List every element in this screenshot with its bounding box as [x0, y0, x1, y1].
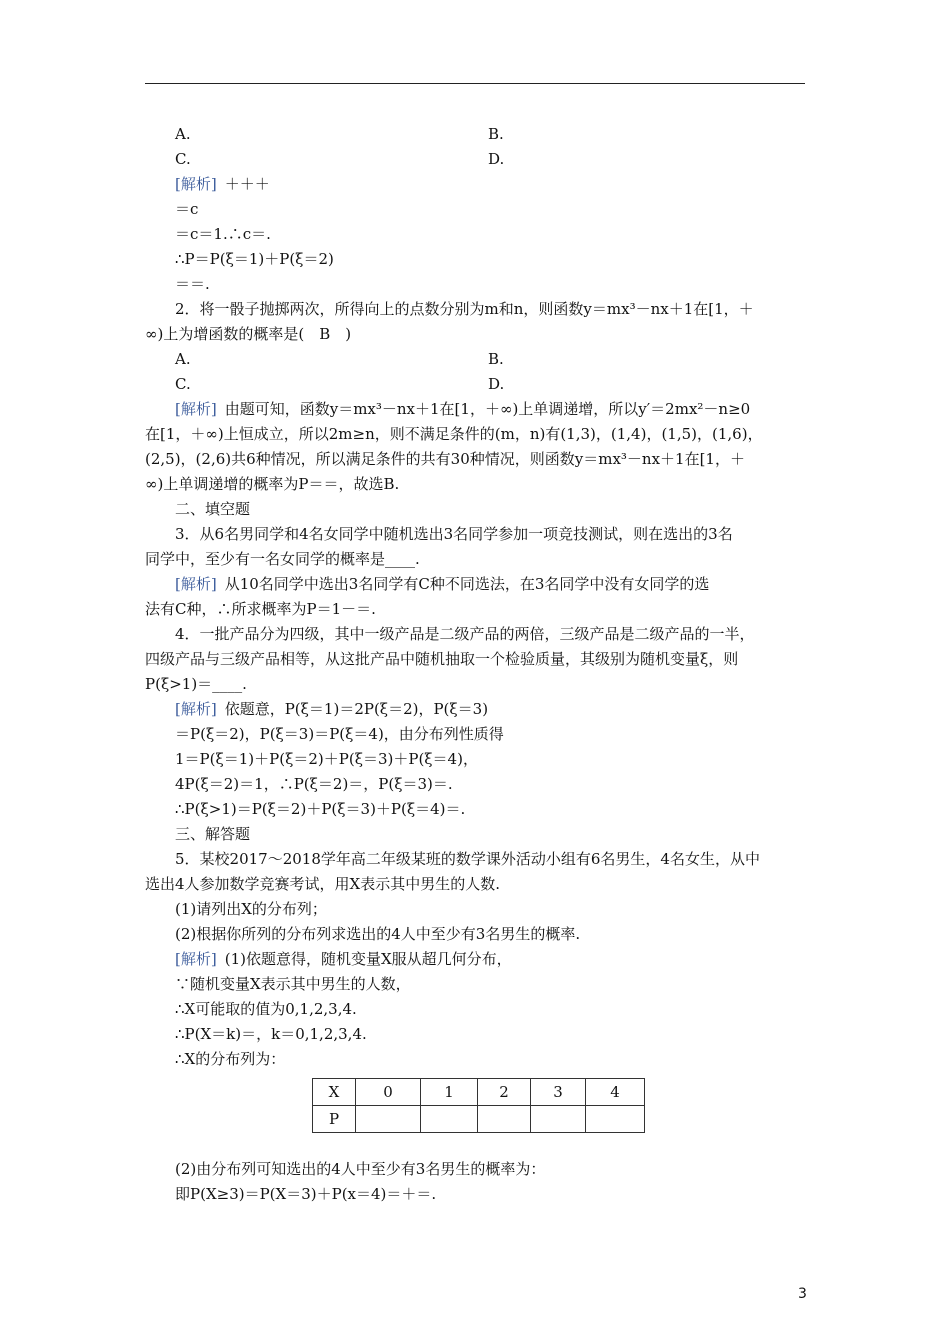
header-rule	[145, 83, 805, 84]
text-line	[175, 122, 504, 146]
option-right: D.	[488, 375, 505, 393]
text-line	[175, 197, 198, 221]
text-line	[175, 922, 580, 946]
line-text: 在[1，＋∞)上恒成立，所以2m≥n，则不满足条件的(m，n)有(1,3)，(1,4)，(1,5)，(1,6)，	[145, 425, 763, 443]
option-right: B.	[488, 125, 504, 143]
table-cell: 1	[421, 1079, 478, 1106]
text-line	[145, 422, 763, 446]
line-text: (2,5)，(2,6)共6种情况，所以满足条件的共有30种情况，则函数y＝mx³－nx＋1在[1，＋	[145, 450, 745, 468]
text-line	[175, 622, 755, 646]
line-text: ∴P＝P(ξ＝1)＋P(ξ＝2)	[175, 250, 334, 268]
line-text: ＝c＝1.∴c＝.	[175, 225, 271, 243]
line-text: 选出4人参加数学竞赛考试，用X表示其中男生的人数.	[145, 875, 500, 893]
line-text: C.	[175, 375, 191, 393]
text-line	[175, 972, 411, 996]
text-line	[175, 947, 512, 971]
line-text: 4P(ξ＝2)＝1，∴P(ξ＝2)＝，P(ξ＝3)＝.	[175, 775, 453, 793]
text-line	[175, 1047, 285, 1071]
text-line	[175, 572, 709, 596]
text-line	[145, 472, 399, 496]
line-text: A.	[175, 350, 191, 368]
line-text: ＝P(ξ＝2)，P(ξ＝3)＝P(ξ＝4)，由分布列性质得	[175, 725, 504, 743]
line-text: 3．从6名男同学和4名女同学中随机选出3名同学参加一项竞技测试，则在选出的3名	[175, 525, 733, 543]
analysis-tag: [解析]	[175, 950, 217, 968]
text-line	[145, 647, 738, 671]
text-line	[175, 297, 754, 321]
text-line	[175, 797, 465, 821]
line-text: 从10名同学中选出3名同学有C种不同选法，在3名同学中没有女同学的选	[224, 575, 710, 593]
line-text: 5．某校2017～2018学年高二年级某班的数学课外活动小组有6名男生，4名女生，从中	[175, 850, 760, 868]
text-line	[175, 997, 357, 1021]
line-text: (1)请列出X的分布列；	[175, 900, 327, 918]
line-text: ∴P(X＝k)＝，k＝0,1,2,3,4.	[175, 1025, 367, 1043]
text-line	[175, 747, 478, 771]
line-text: 依题意，P(ξ＝1)＝2P(ξ＝2)，P(ξ＝3)	[224, 700, 489, 718]
table-cell: 0	[356, 1079, 421, 1106]
line-text: (1)依题意得，随机变量X服从超几何分布，	[224, 950, 512, 968]
line-text: 4．一批产品分为四级，其中一级产品是二级产品的两倍，三级产品是二级产品的一半，	[175, 625, 755, 643]
text-line	[175, 247, 334, 271]
table-cell	[356, 1106, 421, 1133]
line-text: ＝c	[175, 200, 199, 218]
table-cell	[531, 1106, 586, 1133]
text-line	[175, 897, 327, 921]
line-text: ∴X的分布列为：	[175, 1050, 286, 1068]
text-line	[175, 497, 250, 521]
line-text: C.	[175, 150, 191, 168]
text-line	[175, 372, 505, 396]
line-text: ＝＝.	[175, 275, 210, 293]
line-text: (2)由分布列可知选出的4人中至少有3名男生的概率为：	[175, 1160, 546, 1178]
distribution-table	[312, 1078, 645, 1133]
text-line	[145, 597, 376, 621]
text-line	[175, 772, 453, 796]
text-line	[145, 447, 745, 471]
text-line	[175, 272, 210, 296]
line-text: ∞)上为增函数的概率是( B )	[145, 325, 352, 343]
table-cell	[586, 1106, 645, 1133]
text-line	[145, 672, 247, 696]
analysis-tag: [解析]	[175, 175, 217, 193]
text-line	[145, 547, 420, 571]
analysis-tag: [解析]	[175, 575, 217, 593]
line-text: A.	[175, 125, 191, 143]
text-line	[175, 1157, 545, 1181]
line-text: 二、填空题	[175, 500, 251, 518]
line-text: ＋＋＋	[224, 175, 270, 193]
text-line	[175, 1182, 436, 1206]
option-right: D.	[488, 150, 505, 168]
line-text: 即P(X≥3)＝P(X＝3)＋P(x＝4)＝＋＝.	[175, 1185, 437, 1203]
table-cell: 3	[531, 1079, 586, 1106]
text-line	[175, 1022, 367, 1046]
text-line	[175, 522, 733, 546]
table-cell: P	[313, 1106, 356, 1133]
text-line	[175, 347, 504, 371]
line-text: 由题可知，函数y＝mx³－nx＋1在[1，＋∞)上单调递增，所以y′＝2mx²－n≥0	[224, 400, 751, 418]
text-line	[175, 697, 488, 721]
text-line	[175, 172, 270, 196]
text-line	[175, 147, 505, 171]
line-text: ∴P(ξ>1)＝P(ξ＝2)＋P(ξ＝3)＋P(ξ＝4)＝.	[175, 800, 466, 818]
line-text: ∴X可能取的值为0,1,2,3,4.	[175, 1000, 357, 1018]
page-number: 3	[798, 1286, 807, 1302]
text-line	[175, 847, 760, 871]
line-text: 同学中，至少有一名女同学的概率是____.	[145, 550, 420, 568]
line-text: P(ξ>1)＝____.	[145, 675, 247, 693]
table-row	[313, 1106, 645, 1133]
table-cell: 2	[478, 1079, 531, 1106]
line-text: ∵随机变量X表示其中男生的人数，	[175, 975, 411, 993]
table-cell	[421, 1106, 478, 1133]
table-cell	[478, 1106, 531, 1133]
line-text: (2)根据你所列的分布列求选出的4人中至少有3名男生的概率.	[175, 925, 581, 943]
analysis-tag: [解析]	[175, 700, 217, 718]
text-line	[175, 222, 271, 246]
text-line	[145, 872, 500, 896]
line-text: 1＝P(ξ＝1)＋P(ξ＝2)＋P(ξ＝3)＋P(ξ＝4)，	[175, 750, 478, 768]
table-cell: X	[313, 1079, 356, 1106]
table-cell: 4	[586, 1079, 645, 1106]
table-header-row	[313, 1079, 645, 1106]
option-right: B.	[488, 350, 504, 368]
text-line	[145, 322, 351, 346]
line-text: ∞)上单调递增的概率为P＝＝，故选B.	[145, 475, 400, 493]
text-line	[175, 822, 250, 846]
line-text: 三、解答题	[175, 825, 251, 843]
line-text: 2．将一骰子抛掷两次，所得向上的点数分别为m和n，则函数y＝mx³－nx＋1在[1，＋	[175, 300, 754, 318]
line-text: 法有C种，∴所求概率为P＝1－＝.	[145, 600, 376, 618]
text-line	[175, 397, 750, 421]
text-line	[175, 722, 504, 746]
line-text: 四级产品与三级产品相等，从这批产品中随机抽取一个检验质量，其级别为随机变量ξ，则	[145, 650, 739, 668]
analysis-tag: [解析]	[175, 400, 217, 418]
